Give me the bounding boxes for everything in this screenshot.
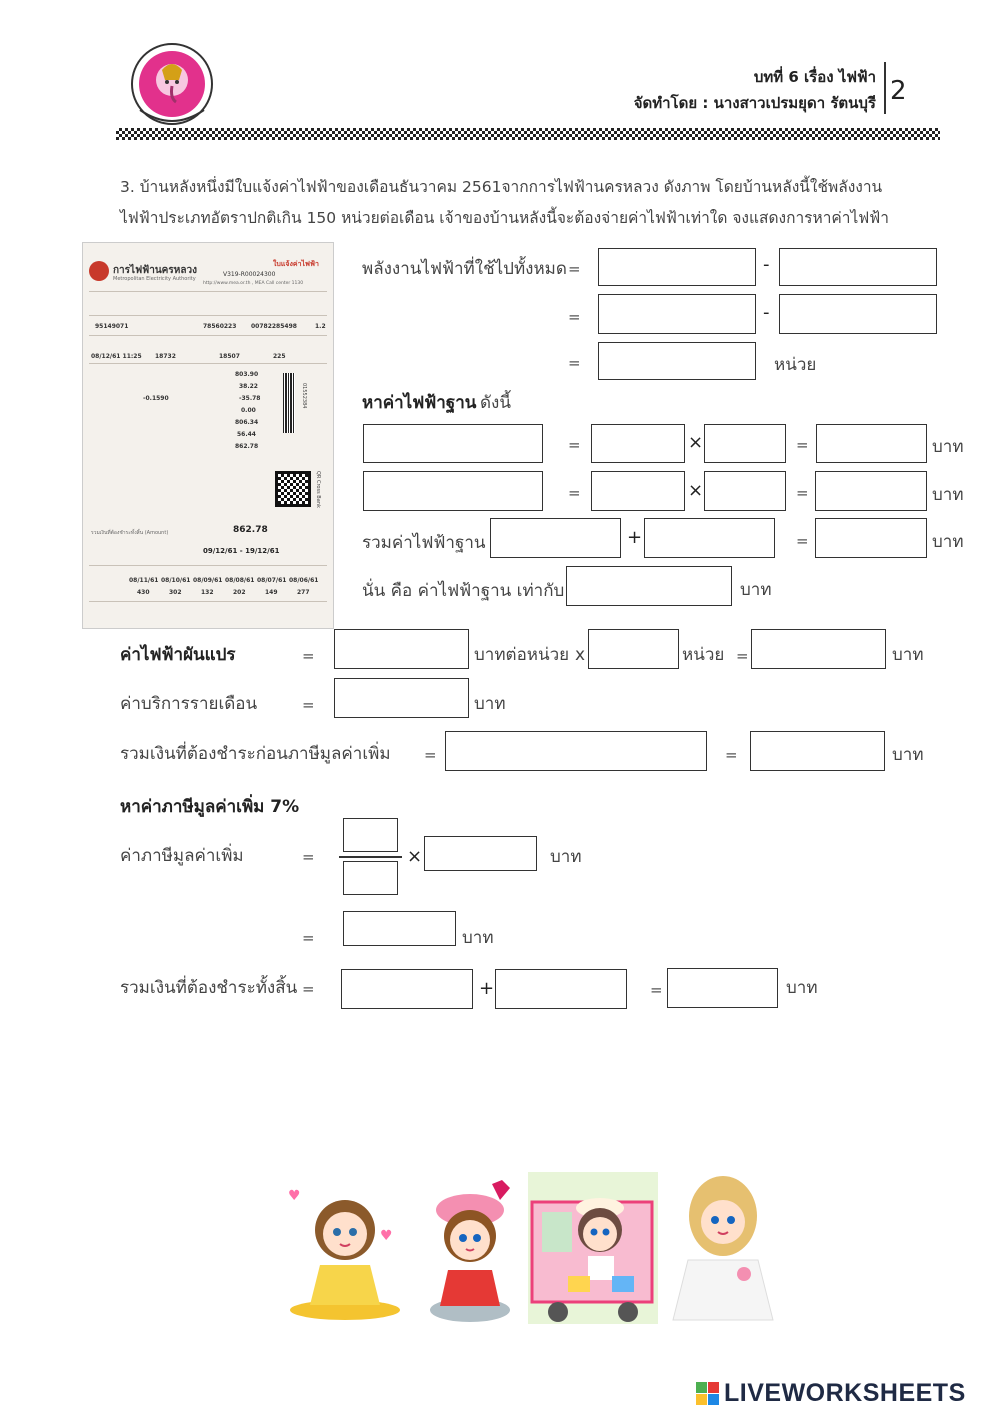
base-total-part2-input[interactable] — [644, 518, 775, 558]
electricity-bill-image — [82, 242, 334, 629]
service-fee-input[interactable] — [334, 678, 469, 718]
base-tier2-baht: บาท — [932, 485, 964, 505]
decor-girl-4-image — [668, 1170, 778, 1325]
vat-denominator-input[interactable] — [343, 861, 398, 895]
ft-label: ค่าไฟฟ้าผันแปร — [120, 645, 236, 665]
bill-qr-code — [275, 471, 311, 507]
bill-amount-3: 0.00 — [241, 407, 256, 414]
base-tier1-range-input[interactable] — [363, 424, 543, 463]
base-total-part1-input[interactable] — [490, 518, 621, 558]
vat-eq: = — [302, 848, 315, 866]
energy-eq-1: = — [568, 260, 581, 278]
grand-total-eq-2: = — [650, 981, 663, 999]
vat-eq-2: = — [302, 929, 315, 947]
bill-org-en: Metropolitan Electricity Authority — [113, 276, 196, 282]
base-tier2-units-input[interactable] — [591, 471, 685, 511]
vat-numerator-input[interactable] — [343, 818, 398, 852]
bill-history-units-2: 132 — [201, 589, 214, 596]
bill-history-date-5: 08/06/61 — [289, 577, 319, 584]
bill-units: 225 — [273, 353, 286, 360]
bill-type: 1.2 — [315, 323, 326, 330]
energy-reading-current-input[interactable] — [598, 248, 756, 286]
base-tier1-baht: บาท — [932, 437, 964, 457]
bill-invoice: 00782285498 — [251, 323, 297, 330]
bill-history-units-3: 202 — [233, 589, 246, 596]
energy-reading-previous-input[interactable] — [779, 248, 937, 286]
base-tier2-eq-2: = — [796, 484, 809, 502]
vat-baht: บาท — [550, 847, 582, 867]
energy-eq-2: = — [568, 308, 581, 326]
bill-ft: -0.1590 — [143, 395, 169, 402]
bill-doc-no: V319-R00024300 — [223, 271, 276, 278]
school-logo — [124, 40, 220, 130]
bill-amount-5: 56.44 — [237, 431, 256, 438]
bill-url: http://www.mea.or.th , MEA Call center 1130 — [203, 281, 304, 286]
decor-girl-3-image — [528, 1172, 658, 1324]
base-tier1-result-input[interactable] — [816, 424, 927, 463]
base-tier1-units-input[interactable] — [591, 424, 685, 463]
bill-history-units-4: 149 — [265, 589, 278, 596]
bill-history-units-0: 430 — [137, 589, 150, 596]
vat-fraction-bar — [339, 856, 402, 858]
bill-doc-title: ใบแจ้งค่าไฟฟ้า — [273, 260, 319, 268]
header-divider — [884, 62, 886, 114]
base-tier2-times: × — [688, 480, 704, 501]
grand-total-label: รวมเงินที่ต้องชำระทั้งสิ้น — [120, 978, 298, 998]
question-line-2: ไฟฟ้าประเภทอัตราปกติเกิน 150 หน่วยต่อเดือน เจ้าของบ้านหลังนี้จะต้องจ่ายค่าไฟฟ้าเท่าใด จงแสดงการหาค่าไฟฟ้า — [120, 209, 889, 227]
svg-text:♥: ♥ — [380, 1228, 393, 1244]
bill-history-units-1: 302 — [169, 589, 182, 596]
bill-qr-label: QR Cross Bank — [315, 471, 321, 508]
subtotal-expression-input[interactable] — [445, 731, 707, 771]
service-fee-label: ค่าบริการรายเดือน — [120, 694, 258, 714]
ft-rate-input[interactable] — [334, 629, 469, 669]
base-total-baht: บาท — [932, 532, 964, 552]
base-total-label: รวมค่าไฟฟ้าฐาน — [362, 533, 486, 553]
bill-amount-0: 803.90 — [235, 371, 259, 378]
grand-total-part2-input[interactable] — [495, 969, 627, 1009]
bill-history-units-5: 277 — [297, 589, 310, 596]
bill-prev-reading: 18507 — [219, 353, 240, 360]
subtotal-baht: บาท — [892, 745, 924, 765]
base-tier1-times: × — [688, 432, 704, 453]
service-fee-eq: = — [302, 696, 315, 714]
bill-org: การไฟฟ้านครหลวง — [113, 265, 197, 276]
ft-baht-per-unit: บาทต่อหน่วย — [474, 645, 570, 665]
base-tier2-result-input[interactable] — [815, 471, 927, 511]
find-base-suffix: ดังนี้ — [480, 393, 511, 413]
base-total-result-input[interactable] — [815, 518, 927, 558]
bill-history-date-2: 08/09/61 — [193, 577, 223, 584]
vat-title: หาค่าภาษีมูลค่าเพิ่ม 7% — [120, 797, 300, 817]
base-tier2-rate-input[interactable] — [704, 471, 786, 511]
decor-girl-1-image — [280, 1170, 410, 1320]
bill-meter-no: 78560223 — [203, 323, 237, 330]
ft-result-input[interactable] — [751, 629, 886, 669]
subtotal-eq-2: = — [725, 746, 738, 764]
header-checker-border — [116, 128, 940, 140]
base-total-plus: + — [627, 527, 643, 548]
grand-total-result-input[interactable] — [667, 968, 778, 1008]
bill-barcode-no: 01552384 — [301, 383, 307, 409]
bill-history-date-4: 08/07/61 — [257, 577, 287, 584]
svg-text:♥: ♥ — [288, 1188, 301, 1204]
energy-eq-3: = — [568, 354, 581, 372]
energy-current-value-input[interactable] — [598, 294, 756, 334]
energy-total-label: พลังงานไฟฟ้าที่ใช้ไปทั้งหมด — [362, 259, 567, 279]
vat-label: ค่าภาษีมูลค่าเพิ่ม — [120, 846, 244, 866]
bill-amount-4: 806.34 — [235, 419, 259, 426]
decor-girl-2-image — [420, 1178, 520, 1323]
bill-barcode-vertical — [283, 373, 295, 433]
base-tier2-range-input[interactable] — [363, 471, 543, 511]
bill-due: 09/12/61 - 19/12/61 — [203, 547, 280, 555]
base-tier1-eq: = — [568, 436, 581, 454]
subtotal-label: รวมเงินที่ต้องชำระก่อนภาษีมูลค่าเพิ่ม — [120, 744, 391, 764]
base-tier2-eq: = — [568, 484, 581, 502]
base-total-eq: = — [796, 532, 809, 550]
grand-total-eq: = — [302, 980, 315, 998]
question-line-1: 3. บ้านหลังหนึ่งมีใบแจ้งค่าไฟฟ้าของเดือนธันวาคม 2561จากการไฟฟ้านครหลวง ดังภาพ โดยบ้านหลังนี้ใช้พลังงาน — [120, 178, 883, 196]
vat-base-input[interactable] — [424, 836, 537, 871]
ft-eq: = — [302, 647, 315, 665]
bill-last-reading: 18732 — [155, 353, 176, 360]
bill-amount-6: 862.78 — [235, 443, 259, 450]
bill-history-date-0: 08/11/61 — [129, 577, 159, 584]
energy-minus-1: - — [763, 254, 770, 275]
energy-units-result-input[interactable] — [598, 342, 756, 380]
energy-minus-2: - — [763, 302, 770, 323]
subtotal-eq: = — [424, 746, 437, 764]
bill-history-date-1: 08/10/61 — [161, 577, 191, 584]
header-author: จัดทำโดย : นางสาวเปรมยุดา รัตนบุรี — [633, 94, 876, 112]
vat-times: × — [407, 846, 423, 867]
brand-name: LIVEWORKSHEETS — [724, 1379, 966, 1407]
ft-x-symbol: x — [575, 645, 586, 665]
vat-result-input[interactable] — [343, 911, 456, 946]
bill-history-date-3: 08/08/61 — [225, 577, 255, 584]
header-chapter: บทที่ 6 เรื่อง ไฟฟ้า — [753, 68, 876, 86]
base-final-baht: บาท — [740, 580, 772, 600]
service-fee-baht: บาท — [474, 694, 506, 714]
bill-amount-2: -35.78 — [239, 395, 261, 402]
grand-total-part1-input[interactable] — [341, 969, 473, 1009]
base-tier1-rate-input[interactable] — [704, 424, 786, 463]
energy-previous-value-input[interactable] — [779, 294, 937, 334]
bill-account: 95149071 — [95, 323, 129, 330]
base-final-input[interactable] — [566, 566, 732, 606]
brand-badge-icon — [696, 1382, 720, 1406]
mea-logo-icon — [89, 261, 109, 281]
ft-eq-2: = — [736, 647, 749, 665]
subtotal-result-input[interactable] — [750, 731, 885, 771]
find-base-title: หาค่าไฟฟ้าฐาน — [362, 393, 477, 413]
ft-baht: บาท — [892, 645, 924, 665]
energy-unit-label: หน่วย — [774, 355, 817, 375]
bill-total: 862.78 — [233, 525, 268, 535]
bill-date: 08/12/61 11:25 — [91, 353, 142, 360]
vat-result-baht: บาท — [462, 928, 494, 948]
ft-unit-label: หน่วย — [682, 645, 725, 665]
base-is-label: นั่น คือ ค่าไฟฟ้าฐาน เท่ากับ — [362, 581, 565, 601]
bill-total-label: รวมเงินที่ต้องชำระทั้งสิ้น (Amount) — [91, 530, 169, 536]
grand-total-plus: + — [479, 978, 495, 999]
ft-units-input[interactable] — [588, 629, 679, 669]
liveworksheets-logo — [696, 1378, 994, 1408]
grand-total-baht: บาท — [786, 978, 818, 998]
bill-amount-1: 38.22 — [239, 383, 258, 390]
base-tier1-eq-2: = — [796, 436, 809, 454]
page-number: 2 — [890, 76, 907, 106]
